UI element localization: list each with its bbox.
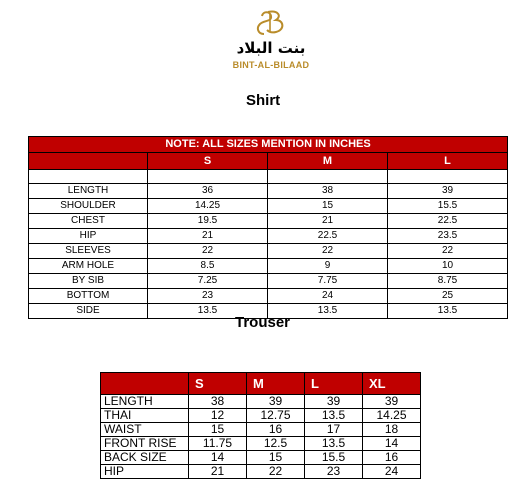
measure-value: 15: [268, 199, 388, 214]
measure-value: 38: [189, 395, 247, 409]
measure-value: 22: [247, 465, 305, 479]
measure-value: 39: [305, 395, 363, 409]
measure-value: 19.5: [148, 214, 268, 229]
measure-value: 9: [268, 259, 388, 274]
table-row: [101, 465, 421, 479]
table-row: [29, 259, 508, 274]
measure-value: 22.5: [268, 229, 388, 244]
size-header: L: [388, 153, 508, 170]
measure-value: 12.5: [247, 437, 305, 451]
brand-arabic-name: بنت البلاد: [236, 39, 306, 57]
measure-value: 13.5: [148, 304, 268, 319]
table-row: [29, 274, 508, 289]
table-row: [29, 199, 508, 214]
measure-value: 39: [363, 395, 421, 409]
table-row: [29, 229, 508, 244]
table-row: [29, 244, 508, 259]
table-row: [101, 437, 421, 451]
measure-value: 14.25: [363, 409, 421, 423]
measure-value: 21: [189, 465, 247, 479]
measure-label: BOTTOM: [29, 289, 148, 304]
measure-value: 21: [148, 229, 268, 244]
measure-value: 13.5: [388, 304, 508, 319]
measure-value: 12.75: [247, 409, 305, 423]
header-blank-cell: [101, 373, 189, 395]
measure-value: 23: [305, 465, 363, 479]
measure-value: 38: [268, 184, 388, 199]
trouser-title: Trouser: [235, 314, 291, 331]
shirt-size-header-row: [29, 153, 508, 170]
measure-value: 21: [268, 214, 388, 229]
measure-value: 23.5: [388, 229, 508, 244]
header-blank-cell: [29, 153, 148, 170]
shirt-size-table: [28, 136, 508, 319]
brand-logo: [228, 8, 314, 72]
measure-value: 13.5: [305, 437, 363, 451]
measure-label: WAIST: [101, 423, 189, 437]
measure-value: 8.5: [148, 259, 268, 274]
table-row: [101, 451, 421, 465]
size-note: NOTE: ALL SIZES MENTION IN INCHES: [29, 137, 508, 153]
size-header: S: [189, 373, 247, 395]
table-row: [29, 289, 508, 304]
measure-label: HIP: [29, 229, 148, 244]
measure-value: 15.5: [388, 199, 508, 214]
measure-label: FRONT RISE: [101, 437, 189, 451]
measure-label: BACK SIZE: [101, 451, 189, 465]
measure-value: 24: [363, 465, 421, 479]
measure-value: 16: [247, 423, 305, 437]
measure-label: HIP: [101, 465, 189, 479]
measure-value: 22: [388, 244, 508, 259]
table-row: [101, 423, 421, 437]
table-row: [29, 184, 508, 199]
measure-label: LENGTH: [29, 184, 148, 199]
measure-value: 24: [268, 289, 388, 304]
brand-english-name: BINT-AL-BILAAD: [232, 60, 310, 70]
blank-row: [29, 170, 508, 184]
measure-value: 23: [148, 289, 268, 304]
trouser-size-table: [100, 372, 421, 479]
measure-value: 14: [189, 451, 247, 465]
measure-value: 14: [363, 437, 421, 451]
measure-label: ARM HOLE: [29, 259, 148, 274]
measure-value: 13.5: [268, 304, 388, 319]
measure-value: 12: [189, 409, 247, 423]
measure-value: 7.25: [148, 274, 268, 289]
size-header: L: [305, 373, 363, 395]
measure-value: 10: [388, 259, 508, 274]
size-header: M: [247, 373, 305, 395]
measure-value: 39: [247, 395, 305, 409]
measure-value: 22.5: [388, 214, 508, 229]
measure-value: 13.5: [305, 409, 363, 423]
monogram-b-icon: [254, 8, 288, 38]
measure-label: THAI: [101, 409, 189, 423]
measure-value: 14.25: [148, 199, 268, 214]
measure-value: 39: [388, 184, 508, 199]
measure-value: 36: [148, 184, 268, 199]
table-row: [101, 395, 421, 409]
measure-label: LENGTH: [101, 395, 189, 409]
size-header: M: [268, 153, 388, 170]
measure-value: 17: [305, 423, 363, 437]
measure-label: BY SIB: [29, 274, 148, 289]
shirt-title: Shirt: [246, 92, 281, 109]
table-row: [101, 409, 421, 423]
note-row: [29, 137, 508, 153]
measure-value: 15: [247, 451, 305, 465]
measure-value: 8.75: [388, 274, 508, 289]
trouser-size-header-row: [101, 373, 421, 395]
measure-value: 16: [363, 451, 421, 465]
measure-value: 22: [268, 244, 388, 259]
size-header: S: [148, 153, 268, 170]
measure-value: 15: [189, 423, 247, 437]
measure-label: SHOULDER: [29, 199, 148, 214]
measure-value: 11.75: [189, 437, 247, 451]
measure-value: 7.75: [268, 274, 388, 289]
measure-value: 25: [388, 289, 508, 304]
table-row: [29, 214, 508, 229]
measure-value: 18: [363, 423, 421, 437]
measure-value: 15.5: [305, 451, 363, 465]
measure-label: SLEEVES: [29, 244, 148, 259]
size-header: XL: [363, 373, 421, 395]
measure-label: SIDE: [29, 304, 148, 319]
measure-label: CHEST: [29, 214, 148, 229]
measure-value: 22: [148, 244, 268, 259]
